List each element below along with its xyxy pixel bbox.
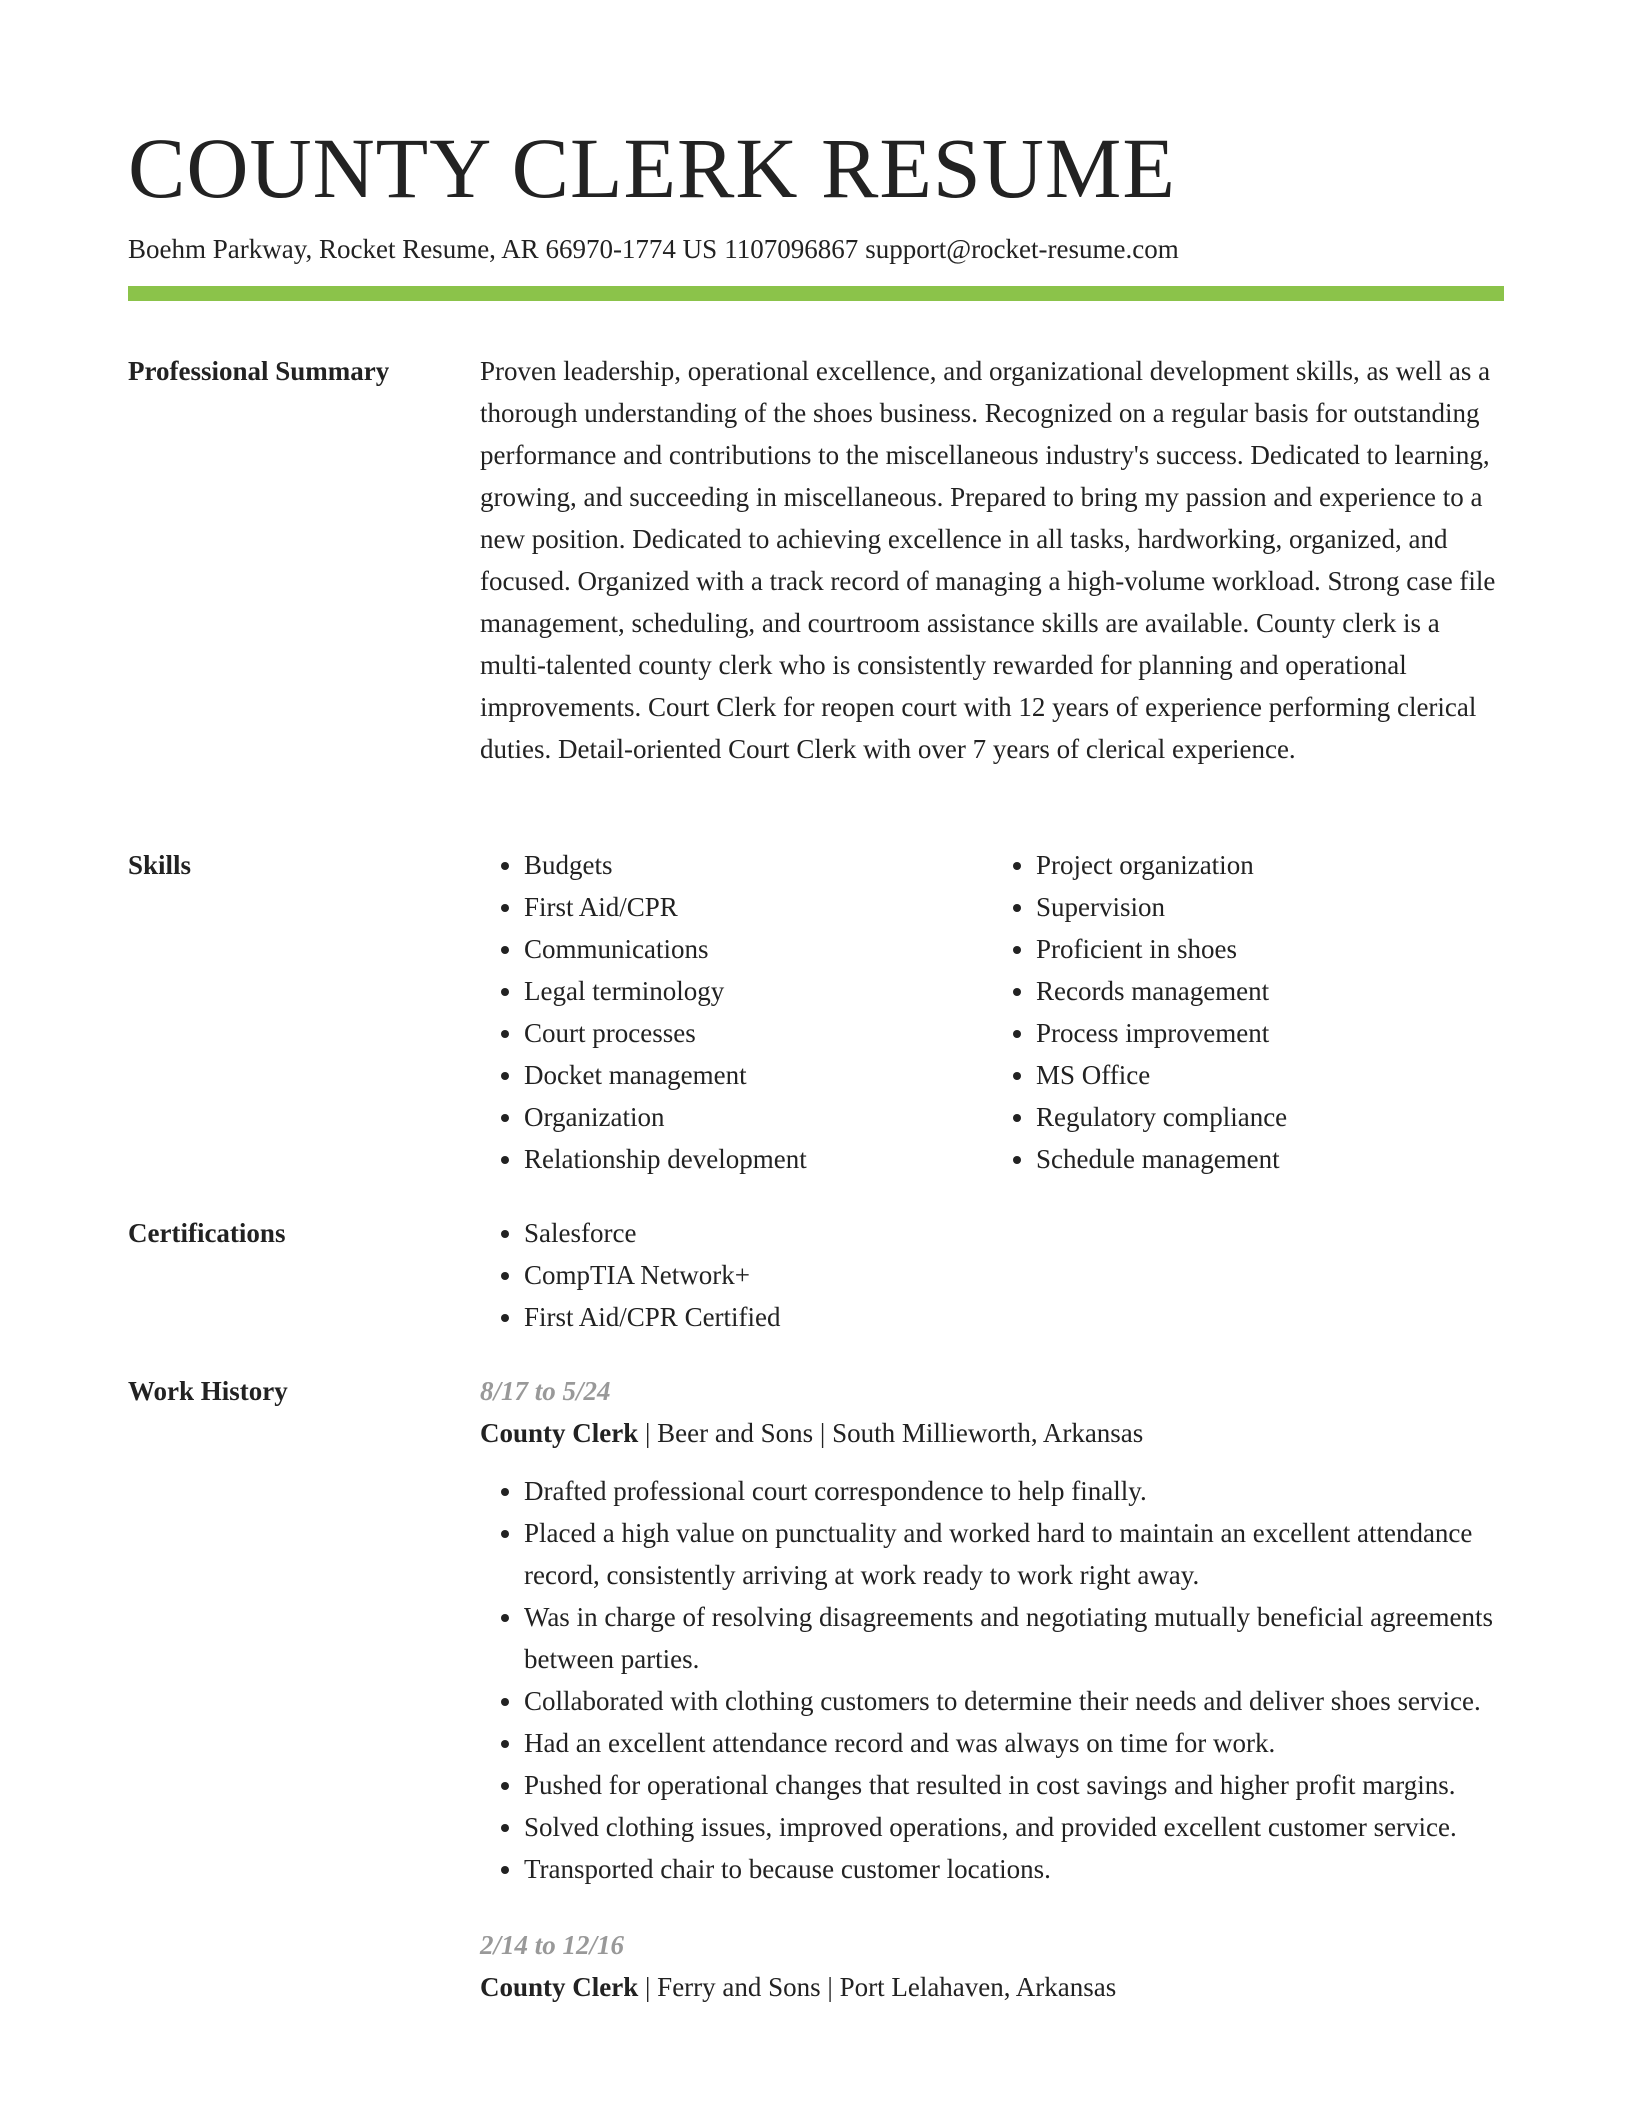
skill-item: • MS Office: [1036, 1054, 1504, 1096]
certification-item: • First Aid/CPR Certified: [524, 1296, 1504, 1338]
skill-item: • Budgets: [524, 844, 992, 886]
job-bullet: • Was in charge of resolving disagreements and negotiating mutually beneficial agreements between parties.: [524, 1596, 1504, 1680]
certification-item: • Salesforce: [524, 1212, 1504, 1254]
section-label-skills: Skills: [128, 850, 192, 880]
skill-item: • Process improvement: [1036, 1012, 1504, 1054]
job-company: Beer and Sons: [657, 1418, 814, 1448]
job-dates: 8/17 to 5/24: [480, 1376, 611, 1406]
contact-email[interactable]: support@rocket-resume.com: [865, 234, 1179, 264]
job-bullet: • Pushed for operational changes that resulted in cost savings and higher profit margins.: [524, 1764, 1504, 1806]
section-label-summary: Professional Summary: [128, 356, 390, 386]
certifications-list: [480, 1212, 1504, 1338]
job-bullet: • Collaborated with clothing customers to determine their needs and deliver shoes service.: [524, 1680, 1504, 1722]
skill-item: • Supervision: [1036, 886, 1504, 928]
skill-item: • Organization: [524, 1096, 992, 1138]
job-bullet: • Had an excellent attendance record and was always on time for work.: [524, 1722, 1504, 1764]
skill-item: • Proficient in shoes: [1036, 928, 1504, 970]
section-label-certifications: Certifications: [128, 1218, 286, 1248]
job-entry: [480, 1924, 1504, 2008]
skill-item: • Communications: [524, 928, 992, 970]
job-heading: County Clerk | Ferry and Sons | Port Lelahaven, Arkansas: [480, 1972, 1117, 2002]
skill-item: • Records management: [1036, 970, 1504, 1012]
skill-item: • Docket management: [524, 1054, 992, 1096]
job-company: Ferry and Sons: [657, 1972, 821, 2002]
job-bullet: • Solved clothing issues, improved operations, and provided excellent customer service.: [524, 1806, 1504, 1848]
contact-address: Boehm Parkway, Rocket Resume, AR 66970-1774 US: [128, 234, 718, 264]
job-title: County Clerk: [480, 1972, 639, 2002]
contact-line: [128, 230, 1179, 268]
contact-phone: 1107096867: [724, 234, 859, 264]
skill-item: • Project organization: [1036, 844, 1504, 886]
job-bullets: [480, 1470, 1504, 1890]
job-bullet: • Drafted professional court correspondence to help finally.: [524, 1470, 1504, 1512]
resume-title: COUNTY CLERK RESUME: [128, 120, 1176, 216]
skills-list-left: [480, 844, 992, 1180]
job-title: County Clerk: [480, 1418, 639, 1448]
skills-list-right: [992, 844, 1504, 1180]
skill-item: • Schedule management: [1036, 1138, 1504, 1180]
summary-text: Proven leadership, operational excellence, and organizational development skills, as well as a thorough understanding of the shoes business. Recognized on a regular basis for outstanding performance and contributions to the miscellaneous industry's success. Dedicated to learning, growing, and succeeding in miscellaneous. Prepared to bring my passion and experience to a new position. Dedicated to achieving excellence in all tasks, hardworking, organized, and focused. Organized with a track record of managing a high-volume workload. Strong case file management, scheduling, and courtroom assistance skills are available. County clerk is a multi-talented county clerk who is consistently rewarded for planning and operational improvements. Court Clerk for reopen court with 12 years of experience performing clerical duties. Detail-oriented Court Clerk with over 7 years of clerical experience.: [480, 356, 1496, 764]
job-bullet: • Transported chair to because customer locations.: [524, 1848, 1504, 1890]
job-location: Port Lelahaven, Arkansas: [839, 1972, 1117, 2002]
job-bullet: • Placed a high value on punctuality and worked hard to maintain an excellent attendance record, consistently arriving at work ready to work right away.: [524, 1512, 1504, 1596]
skill-item: • First Aid/CPR: [524, 886, 992, 928]
skill-item: • Court processes: [524, 1012, 992, 1054]
header-divider: [128, 286, 1504, 301]
skill-item: • Regulatory compliance: [1036, 1096, 1504, 1138]
job-location: South Millieworth, Arkansas: [832, 1418, 1144, 1448]
skill-item: • Legal terminology: [524, 970, 992, 1012]
job-dates: 2/14 to 12/16: [480, 1930, 625, 1960]
certification-item: • CompTIA Network+: [524, 1254, 1504, 1296]
job-heading: County Clerk | Beer and Sons | South Millieworth, Arkansas: [480, 1418, 1144, 1448]
section-label-work-history: Work History: [128, 1376, 288, 1406]
skill-item: • Relationship development: [524, 1138, 992, 1180]
job-entry: [480, 1370, 1504, 1890]
